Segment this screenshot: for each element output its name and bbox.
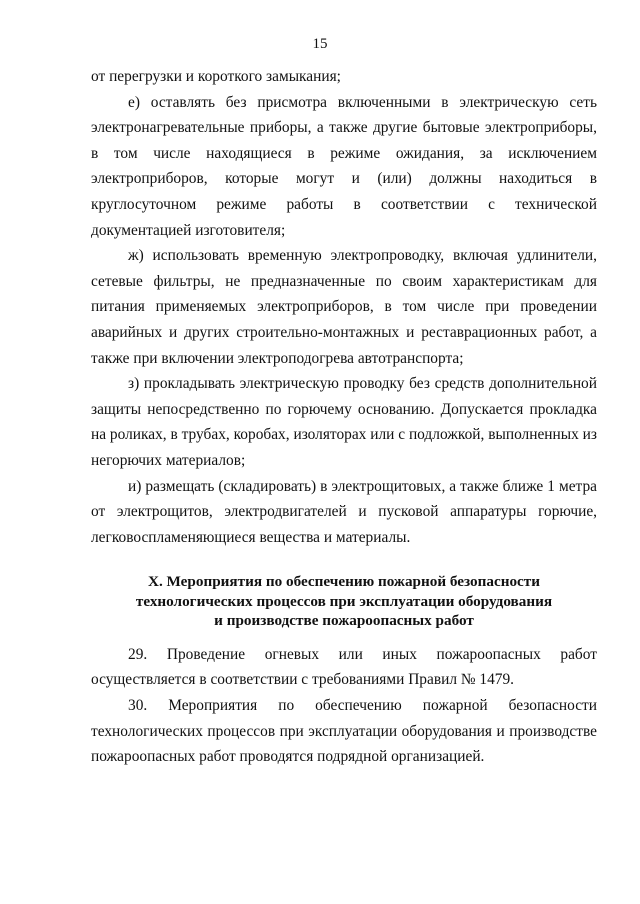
clause-30: 30. Мероприятия по обеспечению пожарной безопасности технологических процессов при эксплуатации оборудования и производстве пожароопасных работ проводятся подрядной организацией. bbox=[91, 696, 597, 766]
section-heading-line-1: X. Мероприятия по обеспечению пожарной безопасности bbox=[147, 573, 541, 591]
section-heading-line-3: и производстве пожароопасных работ bbox=[214, 612, 474, 630]
paragraph-continuation: от перегрузки и короткого замыкания; bbox=[91, 68, 341, 85]
page-number: 15 bbox=[312, 36, 328, 52]
clause-29: 29. Проведение огневых или иных пожароопасных работ осуществляется в соответствии с требованиями Правил № 1479. bbox=[91, 645, 597, 689]
list-item-z: з) прокладывать электрическую проводку без средств дополнительной защиты непосредственно по горючему основанию. Допускается прокладка на роликах, в трубах, коробах, изоляторах или с подложкой, выполненных из негорючих материалов; bbox=[91, 375, 597, 469]
section-heading bbox=[91, 572, 597, 631]
document-body bbox=[91, 64, 597, 770]
list-item-e: е) оставлять без присмотра включенными в электрическую сеть электронагревательные приборы, а также другие бытовые электроприборы, в том числе находящиеся в режиме ожидания, за исключением электроприборов, которые могут и (или) должны находиться в круглосуточном режиме работы в соответствии с технической документацией изготовителя; bbox=[91, 93, 597, 239]
list-item-i: и) размещать (складировать) в электрощитовых, а также ближе 1 метра от электрощитов, электродвигателей и пусковой аппаратуры горючие, легковоспламеняющиеся вещества и материалы. bbox=[91, 477, 597, 546]
section-heading-line-2: технологических процессов при эксплуатации оборудования bbox=[135, 592, 553, 610]
list-item-zh: ж) использовать временную электропроводку, включая удлинители, сетевые фильтры, не предназначенные по своим характеристикам для питания применяемых электроприборов, в том числе при проведении аварийных и других строительно-монтажных и реставрационных работ, а также при включении электроподогрева автотранспорта; bbox=[91, 247, 597, 367]
